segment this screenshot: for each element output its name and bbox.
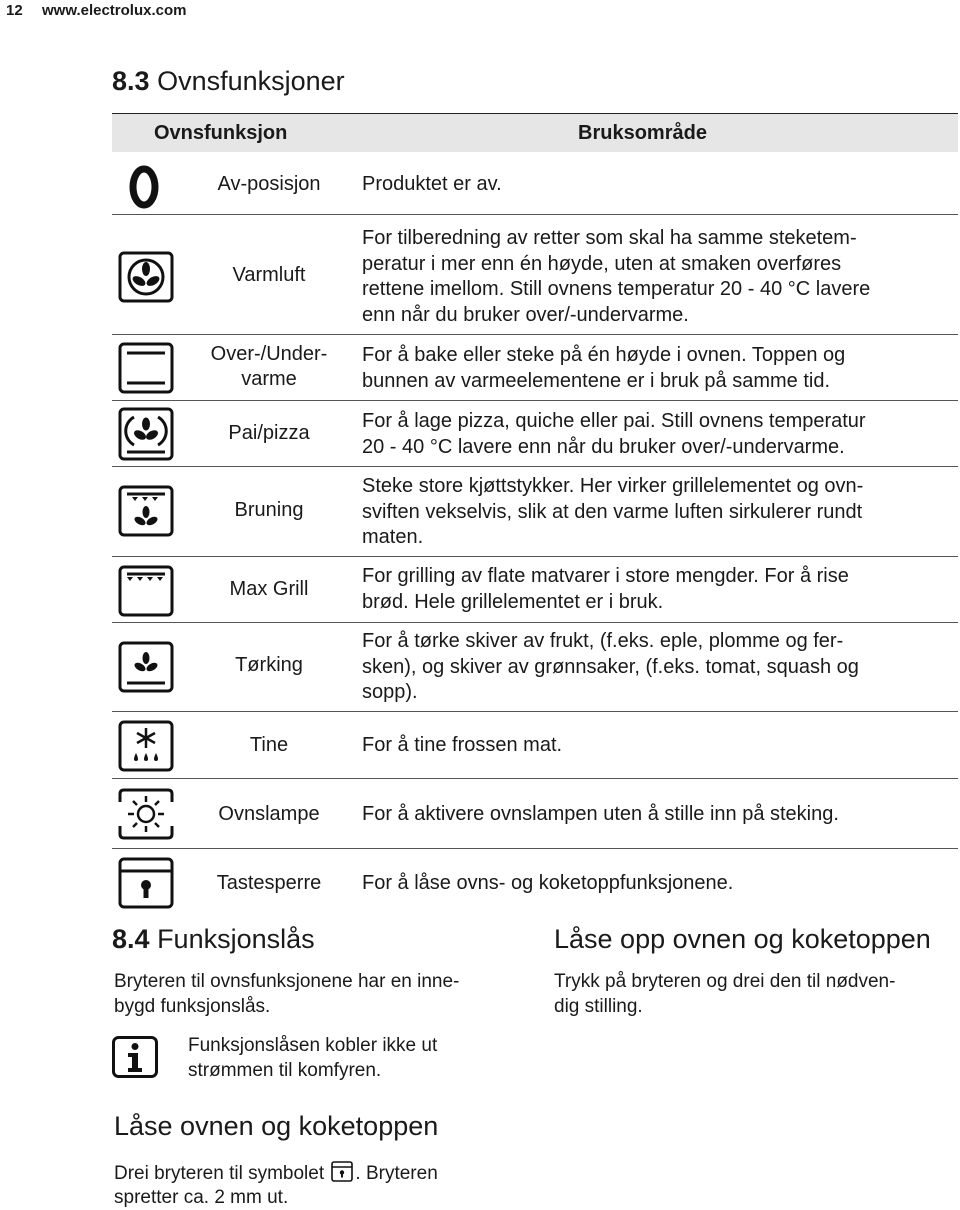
zero-symbol-icon bbox=[126, 165, 162, 214]
table-row bbox=[112, 335, 958, 401]
section-title: Funksjonslås bbox=[157, 924, 315, 954]
function-description: For grilling av flate matvarer i store mengder. For å rise brød. Hele grillelementet er i bruk. bbox=[362, 565, 849, 613]
function-name: Tastesperre bbox=[216, 872, 322, 894]
grill-fan-icon bbox=[118, 485, 174, 542]
function-description: For å bake eller steke på én høyde i ovnen. Toppen og bunnen av varmeelementene er i bruk på samme tid. bbox=[362, 344, 846, 392]
table-row bbox=[112, 467, 958, 557]
function-name: Max Grill bbox=[229, 578, 309, 600]
lock-text-after: . Bryteren bbox=[355, 1163, 438, 1184]
column-header-usage: Bruksområde bbox=[578, 122, 707, 144]
website-link[interactable]: www.electrolux.com bbox=[42, 2, 187, 19]
function-description: Steke store kjøttstykker. Her virker grillelementet og ovn- sviften vekselvis, slik at den varme luften sirkulerer rundt maten. bbox=[362, 475, 864, 548]
defrost-icon bbox=[118, 720, 174, 777]
info-note: Funksjonslåsen kobler ikke ut strømmen til komfyren. bbox=[188, 1035, 438, 1081]
function-name: Tørking bbox=[235, 654, 303, 676]
top-bottom-heat-icon bbox=[118, 342, 174, 399]
function-name: Ovnslampe bbox=[218, 803, 320, 825]
function-name: Bruning bbox=[234, 499, 304, 521]
function-description: For å tine frossen mat. bbox=[362, 734, 563, 756]
max-grill-icon bbox=[118, 565, 174, 622]
section-number: 8.4 bbox=[112, 924, 150, 954]
section-number: 8.3 bbox=[112, 66, 150, 96]
function-name: Over-/Under- varme bbox=[210, 343, 328, 390]
pizza-fan-icon bbox=[118, 407, 174, 466]
column-header-function: Ovnsfunksjon bbox=[154, 122, 288, 144]
section-8-4-body: Bryteren til ovnsfunksjonene har en inne- bygd funksjonslås. bbox=[114, 971, 460, 1017]
page-number: 12 bbox=[6, 2, 23, 19]
function-description: For å tørke skiver av frukt, (f.eks. eple, plomme og fer- sken), og skiver av grønnsaker, (f.eks. tomat, squash og sopp). bbox=[362, 630, 859, 703]
section-title: Ovnsfunksjoner bbox=[157, 66, 345, 96]
table-row bbox=[112, 779, 958, 849]
function-name: Av-posisjon bbox=[217, 173, 321, 195]
function-description: Produktet er av. bbox=[362, 173, 502, 195]
function-name: Varmluft bbox=[232, 264, 306, 286]
unlock-heading: Låse opp ovnen og koketoppen bbox=[554, 924, 931, 954]
lock-icon bbox=[118, 857, 174, 914]
function-name: Pai/pizza bbox=[228, 422, 310, 444]
table-row bbox=[112, 557, 958, 623]
info-icon bbox=[112, 1036, 158, 1083]
lock-text-before: Drei bryteren til symbolet bbox=[114, 1163, 325, 1184]
oven-lamp-icon bbox=[118, 788, 174, 845]
function-description: For å låse ovns- og koketoppfunksjonene. bbox=[362, 872, 734, 894]
function-name: Tine bbox=[249, 734, 289, 756]
lock-symbol-icon bbox=[331, 1161, 353, 1189]
section-heading-8-4 bbox=[112, 924, 315, 954]
table-row bbox=[112, 849, 958, 915]
function-description: For tilberedning av retter som skal ha samme steketem- peratur i mer enn én høyde, uten at smaken overføres rettene imellom. Still ovnens temperatur 20 - 40 °C lavere enn når du bruker over/-undervarme. bbox=[362, 227, 871, 326]
function-description: For å lage pizza, quiche eller pai. Still ovnens temperatur 20 - 40 °C lavere enn når du bruker over/-undervarme. bbox=[362, 410, 866, 458]
table-row bbox=[112, 151, 958, 215]
drying-fan-icon bbox=[118, 641, 174, 698]
table-row bbox=[112, 712, 958, 779]
lock-heading: Låse ovnen og koketoppen bbox=[114, 1111, 439, 1141]
table-row bbox=[112, 215, 958, 335]
unlock-body: Trykk på bryteren og drei den til nødven- dig stilling. bbox=[554, 971, 896, 1017]
table-row bbox=[112, 401, 958, 467]
function-description: For å aktivere ovnslampen uten å stille inn på steking. bbox=[362, 803, 839, 825]
lock-instruction-line-2: spretter ca. 2 mm ut. bbox=[114, 1187, 289, 1208]
fan-icon bbox=[118, 251, 174, 308]
table-header bbox=[112, 113, 958, 152]
section-heading-8-3 bbox=[112, 66, 345, 96]
table-row bbox=[112, 623, 958, 712]
